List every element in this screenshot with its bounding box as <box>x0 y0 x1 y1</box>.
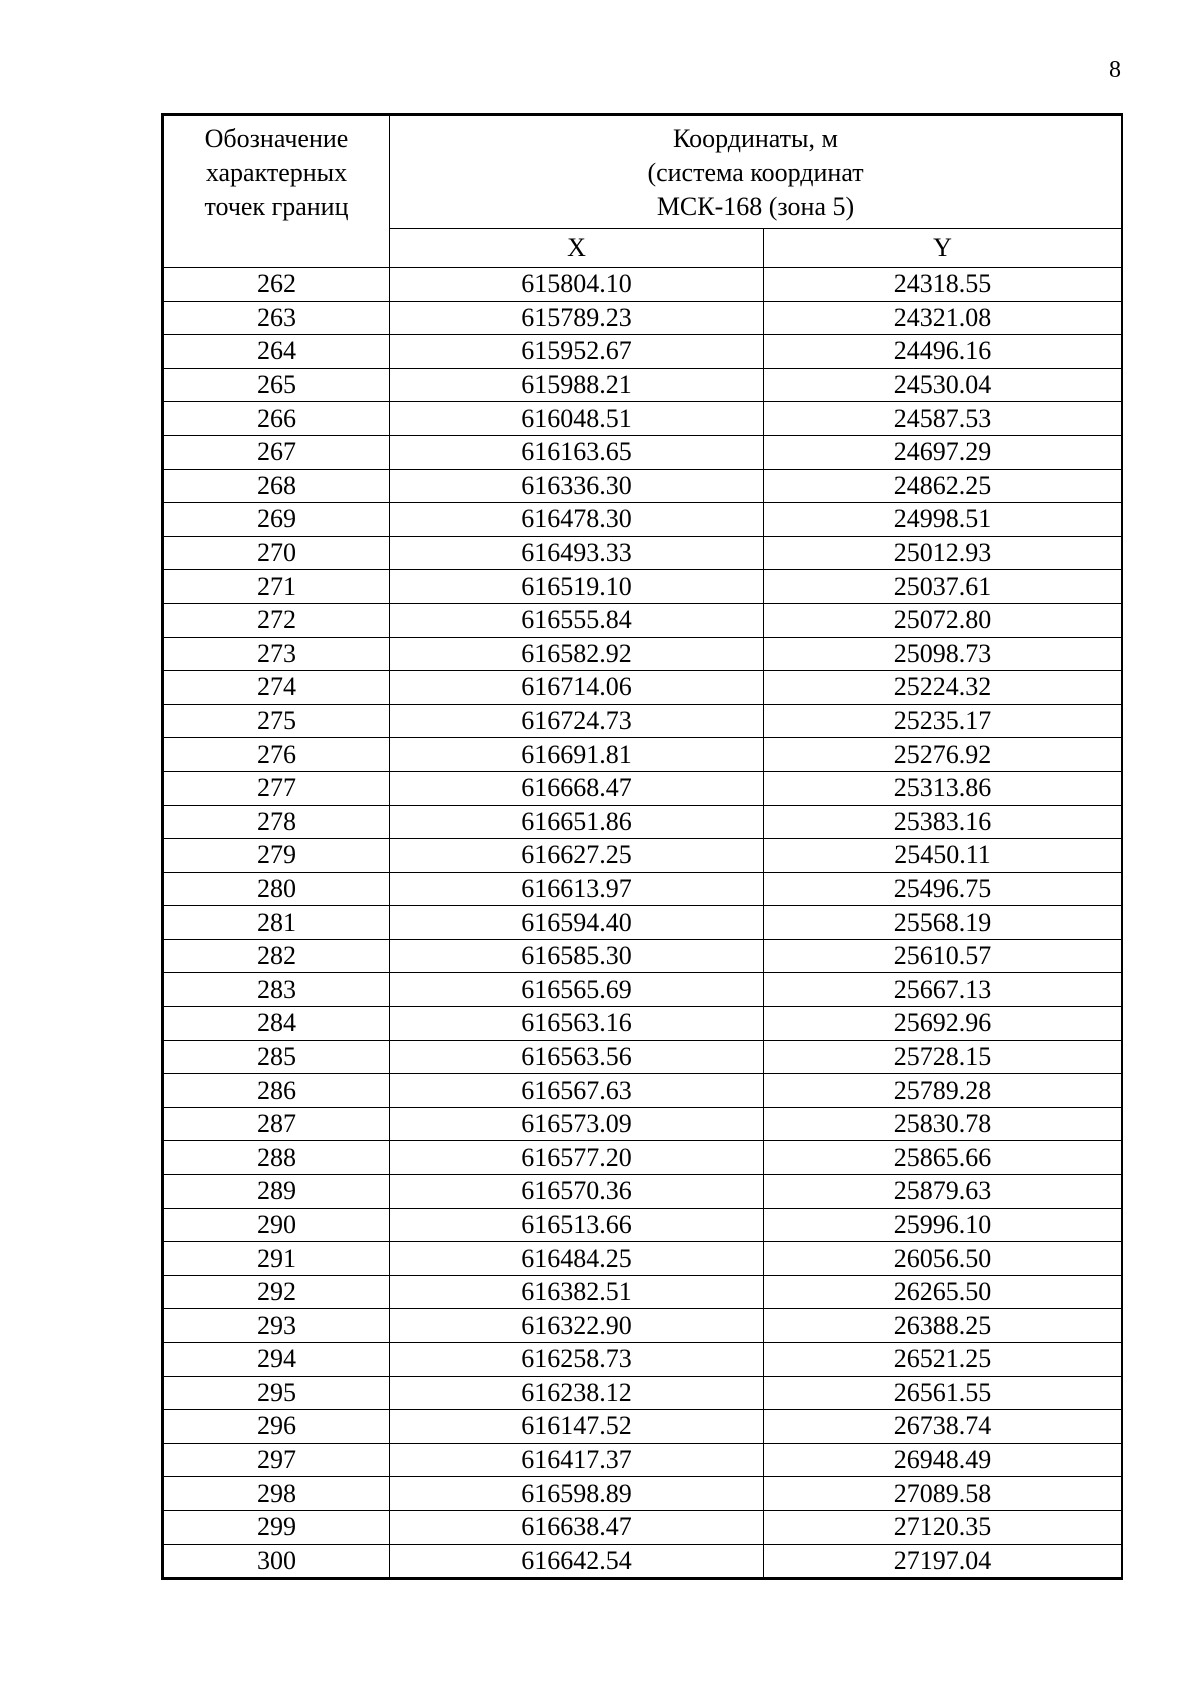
table-row <box>164 1242 1122 1276</box>
table-row <box>164 738 1122 772</box>
coords-header-line: МСК-168 (зона 5) <box>656 192 855 221</box>
x-coordinate-cell: 616691.81 <box>390 738 764 772</box>
point-cell: 294 <box>164 1343 390 1377</box>
y-coordinate-cell: 25098.73 <box>764 637 1122 671</box>
x-coordinate-cell: 616567.63 <box>390 1074 764 1108</box>
table-row <box>164 603 1122 637</box>
table-row <box>164 1544 1122 1578</box>
table-row <box>164 268 1122 302</box>
y-coordinate-cell: 25879.63 <box>764 1175 1122 1209</box>
x-coordinate-cell: 616163.65 <box>390 435 764 469</box>
x-coordinate-cell: 616555.84 <box>390 603 764 637</box>
y-coordinate-cell: 24496.16 <box>764 335 1122 369</box>
x-coordinate-cell: 616642.54 <box>390 1544 764 1578</box>
table-row <box>164 536 1122 570</box>
table-row <box>164 637 1122 671</box>
coordinates-table-frame <box>161 113 1123 1580</box>
table-row <box>164 839 1122 873</box>
point-cell: 285 <box>164 1040 390 1074</box>
point-cell: 295 <box>164 1376 390 1410</box>
y-coordinate-cell: 25496.75 <box>764 872 1122 906</box>
table-row <box>164 1309 1122 1343</box>
y-coordinate-cell: 24862.25 <box>764 469 1122 503</box>
x-coordinate-cell: 616563.56 <box>390 1040 764 1074</box>
point-cell: 286 <box>164 1074 390 1108</box>
y-coordinate-cell: 25276.92 <box>764 738 1122 772</box>
y-coordinate-cell: 25235.17 <box>764 704 1122 738</box>
x-coordinate-cell: 616493.33 <box>390 536 764 570</box>
x-coordinate-cell: 616585.30 <box>390 939 764 973</box>
x-coordinate-cell: 616417.37 <box>390 1443 764 1477</box>
x-coordinate-cell: 616714.06 <box>390 671 764 705</box>
table-row <box>164 973 1122 1007</box>
y-coordinate-cell: 25996.10 <box>764 1208 1122 1242</box>
x-coordinate-cell: 616613.97 <box>390 872 764 906</box>
x-coordinate-cell: 616382.51 <box>390 1275 764 1309</box>
point-cell: 272 <box>164 603 390 637</box>
point-cell: 277 <box>164 771 390 805</box>
table-row <box>164 402 1122 436</box>
table-row <box>164 335 1122 369</box>
table-row <box>164 570 1122 604</box>
point-cell: 296 <box>164 1410 390 1444</box>
x-coordinate-cell: 615789.23 <box>390 301 764 335</box>
y-coordinate-cell: 25072.80 <box>764 603 1122 637</box>
table-row <box>164 1477 1122 1511</box>
y-coordinate-cell: 25692.96 <box>764 1007 1122 1041</box>
table-row <box>164 1510 1122 1544</box>
point-cell: 262 <box>164 268 390 302</box>
x-coordinate-cell: 615988.21 <box>390 368 764 402</box>
coordinates-table <box>163 115 1122 1578</box>
y-coordinate-cell: 26948.49 <box>764 1443 1122 1477</box>
y-coordinate-cell: 24318.55 <box>764 268 1122 302</box>
x-coordinate-cell: 616668.47 <box>390 771 764 805</box>
table-row <box>164 704 1122 738</box>
table-row <box>164 805 1122 839</box>
x-coordinate-cell: 616048.51 <box>390 402 764 436</box>
y-coordinate-cell: 25865.66 <box>764 1141 1122 1175</box>
table-row <box>164 1007 1122 1041</box>
x-coordinate-cell: 616565.69 <box>390 973 764 1007</box>
y-column-header: Y <box>764 229 1122 268</box>
y-coordinate-cell: 25037.61 <box>764 570 1122 604</box>
table-row <box>164 1141 1122 1175</box>
table-row <box>164 368 1122 402</box>
table-body <box>164 268 1122 1578</box>
y-coordinate-cell: 26388.25 <box>764 1309 1122 1343</box>
x-coordinate-cell: 616573.09 <box>390 1107 764 1141</box>
table-row <box>164 1343 1122 1377</box>
table-row <box>164 906 1122 940</box>
point-cell: 290 <box>164 1208 390 1242</box>
x-coordinate-cell: 616598.89 <box>390 1477 764 1511</box>
table-row <box>164 1376 1122 1410</box>
y-coordinate-cell: 25728.15 <box>764 1040 1122 1074</box>
x-coordinate-cell: 616594.40 <box>390 906 764 940</box>
table-row <box>164 872 1122 906</box>
x-coordinate-cell: 616627.25 <box>390 839 764 873</box>
y-coordinate-cell: 27089.58 <box>764 1477 1122 1511</box>
y-coordinate-cell: 26265.50 <box>764 1275 1122 1309</box>
point-cell: 264 <box>164 335 390 369</box>
y-coordinate-cell: 26738.74 <box>764 1410 1122 1444</box>
table-row <box>164 435 1122 469</box>
table-row <box>164 1275 1122 1309</box>
y-coordinate-cell: 25313.86 <box>764 771 1122 805</box>
x-coordinate-cell: 616577.20 <box>390 1141 764 1175</box>
x-coordinate-cell: 616563.16 <box>390 1007 764 1041</box>
point-cell: 274 <box>164 671 390 705</box>
coordinates-header <box>390 116 1122 229</box>
x-coordinate-cell: 616570.36 <box>390 1175 764 1209</box>
header-row-top <box>164 116 1122 229</box>
point-cell: 276 <box>164 738 390 772</box>
x-coordinate-cell: 615952.67 <box>390 335 764 369</box>
y-coordinate-cell: 26561.55 <box>764 1376 1122 1410</box>
point-cell: 267 <box>164 435 390 469</box>
point-cell: 281 <box>164 906 390 940</box>
y-coordinate-cell: 24697.29 <box>764 435 1122 469</box>
table-row <box>164 939 1122 973</box>
point-cell: 282 <box>164 939 390 973</box>
y-coordinate-cell: 26056.50 <box>764 1242 1122 1276</box>
coords-header-line: (система координат <box>647 158 864 187</box>
table-row <box>164 1107 1122 1141</box>
table-row <box>164 301 1122 335</box>
point-cell: 298 <box>164 1477 390 1511</box>
point-cell: 268 <box>164 469 390 503</box>
point-cell: 292 <box>164 1275 390 1309</box>
table-row <box>164 503 1122 537</box>
y-coordinate-cell: 24530.04 <box>764 368 1122 402</box>
point-cell: 265 <box>164 368 390 402</box>
y-coordinate-cell: 27120.35 <box>764 1510 1122 1544</box>
x-coordinate-cell: 616651.86 <box>390 805 764 839</box>
x-coordinate-cell: 616336.30 <box>390 469 764 503</box>
y-coordinate-cell: 25610.57 <box>764 939 1122 973</box>
point-header-line: Обозначение <box>204 124 349 153</box>
y-coordinate-cell: 25667.13 <box>764 973 1122 1007</box>
point-cell: 288 <box>164 1141 390 1175</box>
y-coordinate-cell: 25224.32 <box>764 671 1122 705</box>
point-cell: 275 <box>164 704 390 738</box>
y-coordinate-cell: 25383.16 <box>764 805 1122 839</box>
x-coordinate-cell: 616513.66 <box>390 1208 764 1242</box>
point-cell: 299 <box>164 1510 390 1544</box>
table-row <box>164 671 1122 705</box>
x-column-header: X <box>390 229 764 268</box>
point-cell: 279 <box>164 839 390 873</box>
y-coordinate-cell: 24998.51 <box>764 503 1122 537</box>
x-coordinate-cell: 616724.73 <box>390 704 764 738</box>
point-cell: 291 <box>164 1242 390 1276</box>
point-cell: 263 <box>164 301 390 335</box>
point-cell: 287 <box>164 1107 390 1141</box>
x-coordinate-cell: 616638.47 <box>390 1510 764 1544</box>
table-row <box>164 1443 1122 1477</box>
point-cell: 269 <box>164 503 390 537</box>
x-coordinate-cell: 616258.73 <box>390 1343 764 1377</box>
y-coordinate-cell: 25012.93 <box>764 536 1122 570</box>
y-coordinate-cell: 26521.25 <box>764 1343 1122 1377</box>
x-coordinate-cell: 616147.52 <box>390 1410 764 1444</box>
x-coordinate-cell: 615804.10 <box>390 268 764 302</box>
table-row <box>164 1040 1122 1074</box>
x-coordinate-cell: 616322.90 <box>390 1309 764 1343</box>
point-cell: 297 <box>164 1443 390 1477</box>
point-header-line: характерных <box>205 158 348 187</box>
y-coordinate-cell: 27197.04 <box>764 1544 1122 1578</box>
point-cell: 271 <box>164 570 390 604</box>
point-header-line: точек границ <box>204 192 349 221</box>
coords-header-line: Координаты, м <box>673 124 838 153</box>
table-row <box>164 1208 1122 1242</box>
point-designation-header <box>164 116 390 268</box>
page-number: 8 <box>1109 57 1121 83</box>
x-coordinate-cell: 616478.30 <box>390 503 764 537</box>
point-cell: 273 <box>164 637 390 671</box>
table-row <box>164 771 1122 805</box>
table-header <box>164 116 1122 268</box>
y-coordinate-cell: 25450.11 <box>764 839 1122 873</box>
y-coordinate-cell: 25830.78 <box>764 1107 1122 1141</box>
x-coordinate-cell: 616519.10 <box>390 570 764 604</box>
point-cell: 278 <box>164 805 390 839</box>
point-cell: 293 <box>164 1309 390 1343</box>
point-cell: 280 <box>164 872 390 906</box>
table-row <box>164 1175 1122 1209</box>
x-coordinate-cell: 616582.92 <box>390 637 764 671</box>
x-coordinate-cell: 616484.25 <box>390 1242 764 1276</box>
point-cell: 270 <box>164 536 390 570</box>
x-coordinate-cell: 616238.12 <box>390 1376 764 1410</box>
point-cell: 266 <box>164 402 390 436</box>
y-coordinate-cell: 24587.53 <box>764 402 1122 436</box>
y-coordinate-cell: 24321.08 <box>764 301 1122 335</box>
point-cell: 300 <box>164 1544 390 1578</box>
y-coordinate-cell: 25789.28 <box>764 1074 1122 1108</box>
point-cell: 289 <box>164 1175 390 1209</box>
table-row <box>164 1074 1122 1108</box>
table-row <box>164 469 1122 503</box>
point-cell: 284 <box>164 1007 390 1041</box>
table-row <box>164 1410 1122 1444</box>
point-cell: 283 <box>164 973 390 1007</box>
y-coordinate-cell: 25568.19 <box>764 906 1122 940</box>
